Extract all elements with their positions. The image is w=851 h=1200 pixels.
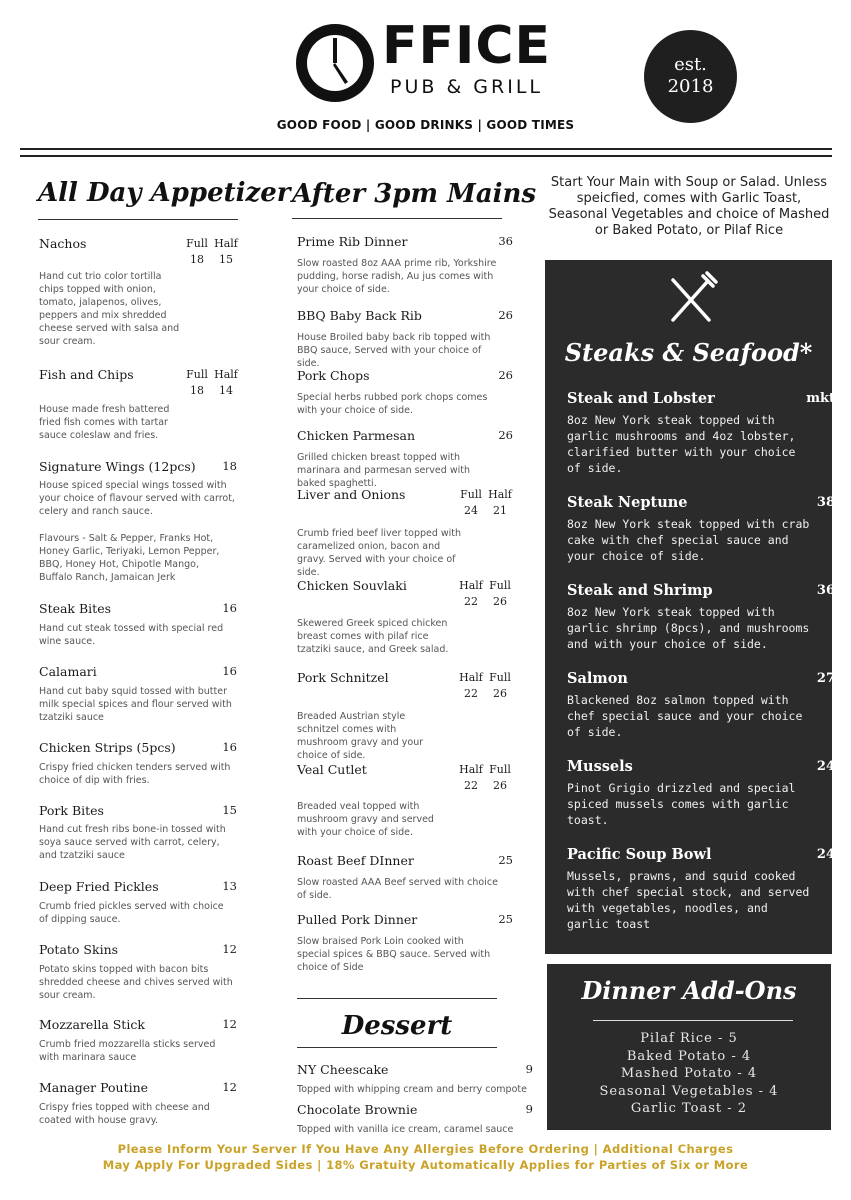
item-name: Steak and Lobster [567, 390, 715, 407]
menu-item [39, 367, 239, 447]
menu-item [39, 236, 239, 356]
mains-title: After 3pm Mains [292, 179, 537, 209]
allergy-footer [0, 1141, 851, 1173]
item-price: 26 [493, 779, 507, 792]
item-price: 22 [464, 687, 478, 700]
item-description: Topped with vanilla ice cream, caramel sauce [297, 1124, 514, 1135]
item-price: 9 [525, 1102, 533, 1116]
menu-item [39, 1080, 239, 1130]
size-label: Full [489, 763, 511, 776]
item-name: Pork Chops [297, 368, 370, 383]
size-label: Half [459, 579, 483, 592]
tagline: GOOD FOOD | GOOD DRINKS | GOOD TIMES [276, 118, 575, 132]
size-label: Half [214, 237, 238, 250]
item-name: Steak Neptune [567, 494, 688, 511]
item-price: 26 [493, 687, 507, 700]
item-name: Nachos [39, 236, 87, 251]
item-price: 22 [464, 779, 478, 792]
addon-item: Seasonal Vegetables - 4 [599, 1083, 779, 1099]
item-description: Special herbs rubbed pork chops comes with your choice of side. [297, 392, 488, 416]
item-price: 16 [222, 740, 237, 754]
item-description: House spiced special wings tossed with your choice of flavour served with carrot, celery and ranch sauce. [39, 480, 235, 517]
addons-list [547, 1030, 831, 1118]
item-description: Topped with whipping cream and berry compote [297, 1084, 527, 1095]
addons-underline [593, 1020, 793, 1021]
menu-item [567, 846, 835, 932]
menu-item [39, 1017, 239, 1067]
header-divider-top [20, 148, 832, 150]
item-description: Mussels, prawns, and squid cooked with chef special stock, and served with vegetables, noodles, and garlic toast [567, 869, 810, 931]
size-label: Half [214, 368, 238, 381]
menu-item [297, 670, 515, 761]
menu-item [297, 308, 515, 369]
dessert-top-line [297, 998, 497, 999]
item-description: Slow braised Pork Loin cooked with special spices & BBQ sauce. Served with choice of Side [297, 936, 491, 973]
item-name: Salmon [567, 670, 628, 687]
menu-item [297, 853, 515, 908]
item-name: BBQ Baby Back Rib [297, 308, 422, 323]
item-price: 36 [498, 234, 513, 248]
item-description: Hand cut baby squid tossed with butter milk special spices and flour served with tzatziki sauce [39, 686, 232, 723]
item-price: 26 [498, 428, 513, 442]
addon-item: Mashed Potato - 4 [620, 1066, 758, 1081]
item-name: Pork Bites [39, 803, 104, 818]
item-price: 14 [219, 384, 233, 397]
menu-item [297, 578, 515, 663]
mains-title-underline [292, 218, 502, 219]
item-name: Roast Beef DInner [297, 853, 414, 868]
item-price: 18 [190, 384, 204, 397]
menu-item [39, 879, 239, 929]
menu-item [39, 664, 239, 726]
item-name: Potato Skins [39, 942, 119, 957]
item-description: Breaded Austrian style schnitzel comes with mushroom gravy and your choice of side. [297, 711, 424, 761]
item-price: 12 [222, 1080, 237, 1094]
item-description: House Broiled baby back rib topped with BBQ sauce, Served with your choice of side. [297, 332, 491, 369]
item-description: Hand cut trio color tortilla chips topped with onion, tomato, jalapenos, olives, peppers and mix shredded cheese served with salsa and sour cream. [39, 271, 180, 347]
item-price: 24 [816, 847, 835, 862]
item-name: NY Cheescake [297, 1062, 389, 1077]
intro-text: Start Your Main with Soup or Salad. Unless speicfied, comes with Garlic Toast, Seasonal Vegetables and choice of Mashed or Baked Potato, or Pilaf Rice [548, 175, 830, 238]
menu-item [297, 1062, 535, 1100]
item-price: 24 [464, 504, 478, 517]
menu-item [39, 803, 239, 865]
item-name: Pork Schnitzel [297, 670, 389, 685]
item-name: Manager Poutine [39, 1080, 149, 1095]
item-description: 8oz New York steak topped with garlic mushrooms and 4oz lobster, clarified butter with your choice of side. [567, 413, 796, 475]
item-price: 16 [222, 601, 237, 615]
item-price: 9 [525, 1062, 533, 1076]
menu-item [297, 487, 515, 578]
menu-item [567, 758, 835, 828]
footer-line-2: May Apply For Upgraded Sides | 18% Gratuity Automatically Applies for Parties of Six or More [102, 1158, 749, 1172]
item-description: 8oz New York steak topped with garlic shrimp (8pcs), and mushrooms and with your choice of side. [567, 605, 810, 651]
item-description: Slow roasted 8oz AAA prime rib, Yorkshire pudding, horse radish, Au jus comes with your choice of side. [297, 258, 497, 295]
established-badge [644, 30, 737, 123]
dessert-title: Dessert [341, 1011, 453, 1041]
logo-wordmark: FFICE [382, 16, 552, 76]
item-description: Hand cut steak tossed with special red wine sauce. [39, 623, 224, 647]
item-name: Chocolate Brownie [297, 1102, 418, 1117]
clock-icon [296, 24, 374, 102]
item-description: Pinot Grigio drizzled and special spiced mussels comes with garlic toast. [567, 781, 796, 827]
item-price: 18 [222, 459, 237, 473]
item-price: 21 [493, 504, 507, 517]
menu-item [567, 390, 835, 476]
menu-item [39, 459, 239, 589]
item-price: 26 [498, 368, 513, 382]
flavours-list: Flavours - Salt & Pepper, Franks Hot, Honey Garlic, Teriyaki, Lemon Pepper, BBQ, Honey Hot, Chipotle Mango, Buffalo Ranch, Jamaican Jerk [39, 533, 220, 583]
item-name: Fish and Chips [39, 367, 134, 382]
item-description: Hand cut fresh ribs bone-in tossed with soya sauce served with carrot, celery, and tzatziki sauce [39, 824, 226, 861]
item-description: Crispy fries topped with cheese and coated with house gravy. [39, 1102, 210, 1126]
dessert-bottom-line [297, 1047, 497, 1048]
size-label: Half [459, 671, 483, 684]
menu-item [39, 740, 239, 790]
item-name: Calamari [39, 664, 97, 679]
item-name: Chicken Strips (5pcs) [39, 740, 176, 755]
menu-item [39, 942, 239, 1004]
size-label: Full [460, 488, 482, 501]
est-year: 2018 [667, 76, 714, 97]
addon-item: Pilaf Rice - 5 [640, 1031, 738, 1046]
item-price: 12 [222, 942, 237, 956]
menu-item [297, 428, 515, 489]
menu-item [297, 234, 515, 304]
item-name: Liver and Onions [297, 487, 406, 502]
addons-title: Dinner Add-Ons [581, 976, 797, 1005]
item-name: Steak and Shrimp [567, 582, 713, 599]
item-name: Prime Rib Dinner [297, 234, 408, 249]
item-description: 8oz New York steak topped with crab cake with chef special sauce and your choice of side. [567, 517, 810, 563]
menu-item [297, 368, 515, 423]
menu-item [297, 762, 515, 847]
item-description: Slow roasted AAA Beef served with choice of side. [297, 877, 498, 901]
item-description: House made fresh battered fried fish comes with tartar sauce coleslaw and fries. [39, 404, 170, 441]
size-label: Full [489, 579, 511, 592]
addon-item: Baked Potato - 4 [626, 1048, 752, 1064]
addon-item: Garlic Toast - 2 [630, 1101, 748, 1116]
size-label: Full [186, 368, 208, 381]
menu-item [567, 494, 835, 564]
item-price: 25 [498, 912, 513, 926]
item-price: 18 [190, 253, 204, 266]
item-description: Crumb fried mozzarella sticks served with marinara sauce [39, 1039, 216, 1063]
appetizer-title-underline [38, 219, 238, 220]
item-price: 26 [498, 308, 513, 322]
size-label: Full [186, 237, 208, 250]
item-name: Chicken Parmesan [297, 428, 416, 443]
menu-item [297, 912, 515, 982]
menu-item [567, 582, 835, 652]
item-description: Grilled chicken breast topped with marinara and parmesan served with baked spaghetti. [297, 452, 470, 489]
footer-line-1: Please Inform Your Server If You Have Any Allergies Before Ordering | Additional Charges [117, 1142, 734, 1156]
menu-item [567, 670, 835, 740]
item-name: Pulled Pork Dinner [297, 912, 418, 927]
item-price: 16 [222, 664, 237, 678]
item-name: Steak Bites [39, 601, 112, 616]
item-price: 12 [222, 1017, 237, 1031]
size-label: Full [489, 671, 511, 684]
item-name: Pacific Soup Bowl [567, 846, 712, 863]
item-price: 38 [816, 495, 835, 510]
item-name: Chicken Souvlaki [297, 578, 407, 593]
appetizer-title: All Day Appetizer [38, 178, 291, 208]
item-price: 27 [816, 671, 835, 686]
logo-subtitle: PUB & GRILL [390, 76, 543, 98]
item-description: Skewered Greek spiced chicken breast comes with pilaf rice tzatziki sauce, and Greek salad. [297, 618, 449, 655]
steaks-title: Steaks & Seafood* [564, 338, 813, 367]
item-name: Mozzarella Stick [39, 1017, 145, 1032]
menu-item [297, 1102, 535, 1140]
item-price: 26 [493, 595, 507, 608]
item-price: 36 [816, 583, 835, 598]
item-description: Potato skins topped with bacon bits shredded cheese and chives served with sour cream. [39, 964, 233, 1001]
item-price: 24 [816, 759, 835, 774]
item-price: 15 [219, 253, 233, 266]
item-description: Crispy fried chicken tenders served with choice of dip with fries. [39, 762, 231, 786]
dinner-addons-panel [547, 964, 831, 1130]
item-name: Signature Wings (12pcs) [39, 459, 196, 474]
header-divider-bottom [20, 155, 832, 157]
fork-knife-icon [663, 270, 719, 326]
est-label: est. [674, 54, 707, 75]
item-name: Mussels [567, 758, 633, 775]
item-name: Veal Cutlet [297, 762, 367, 777]
item-price: mkt [806, 391, 835, 406]
item-description: Crumb fried beef liver topped with caramelized onion, bacon and gravy. Served with your choice of side. [297, 528, 462, 578]
logo [296, 16, 560, 104]
item-name: Deep Fried Pickles [39, 879, 159, 894]
steaks-seafood-panel [545, 260, 835, 954]
size-label: Half [459, 763, 483, 776]
item-price: 13 [222, 879, 237, 893]
item-description: Crumb fried pickles served with choice of dipping sauce. [39, 901, 224, 925]
item-description: Breaded veal topped with mushroom gravy and served with your choice of side. [297, 801, 434, 838]
item-price: 25 [498, 853, 513, 867]
size-label: Half [488, 488, 512, 501]
item-price: 15 [222, 803, 237, 817]
menu-item [39, 601, 239, 651]
item-price: 22 [464, 595, 478, 608]
item-description: Blackened 8oz salmon topped with chef special sauce and your choice of side. [567, 693, 803, 739]
